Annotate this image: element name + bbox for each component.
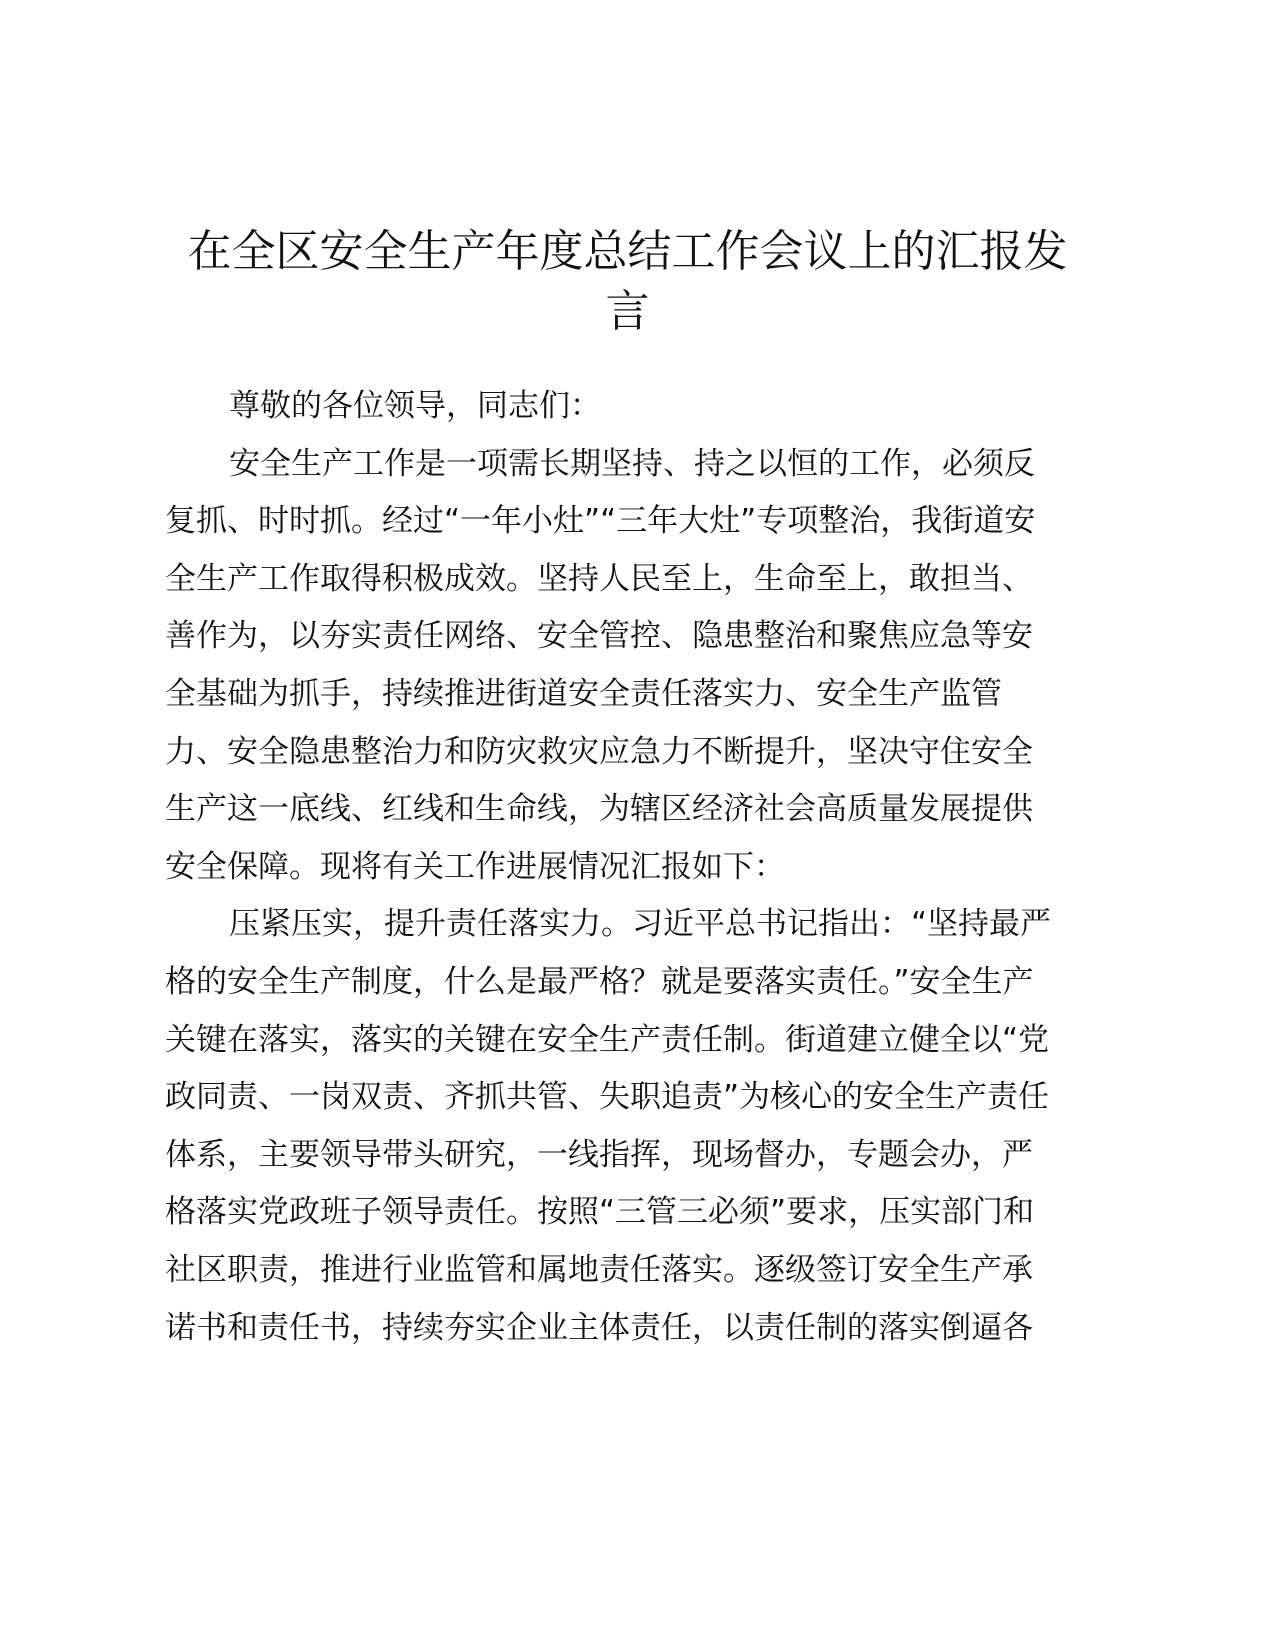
paragraph-line: 体系，主要领导带头研究，一线指挥，现场督办，专题会办，严 — [165, 1136, 1033, 1173]
paragraph-line: 政同责、一岗双责、齐抓共管、失职追责”为核心的安全生产责任 — [165, 1079, 1050, 1116]
intro-paragraph — [165, 436, 1115, 897]
paragraph-line: 善作为，以夯实责任网络、安全管控、隐患整治和聚焦应急等安 — [165, 618, 1033, 655]
title-line: 言 — [605, 286, 650, 337]
salutation-paragraph — [165, 378, 1115, 436]
document-title — [160, 222, 1095, 342]
paragraph-line: 社区职责，推进行业监管和属地责任落实。逐级签订安全生产承 — [165, 1251, 1033, 1288]
paragraph-line: 尊敬的各位领导，同志们： — [229, 388, 601, 424]
paragraph-line: 安全生产工作是一项需长期坚持、持之以恒的工作，必须反 — [229, 445, 1035, 482]
paragraph-line: 复抓、时时抓。经过“一年小灶”“三年大灶”专项整治，我街道安 — [165, 503, 1036, 540]
paragraph-line: 力、安全隐患整治力和防灾救灾应急力不断提升，坚决守住安全 — [165, 733, 1033, 770]
paragraph-line: 全基础为抓手，持续推进街道安全责任落实力、安全生产监管 — [165, 675, 1002, 712]
title-line: 在全区安全生产年度总结工作会议上的汇报发 — [187, 226, 1068, 277]
paragraph-line: 格落实党政班子领导责任。按照“三管三必须”要求，压实部门和 — [165, 1194, 1035, 1231]
paragraph-line: 格的安全生产制度，什么是最严格？就是要落实责任。”安全生产 — [165, 963, 1034, 1000]
paragraph-line: 压紧压实，提升责任落实力。习近平总书记指出：“坚持最严 — [229, 906, 1052, 943]
paragraph-line: 关键在落实，落实的关键在安全生产责任制。街道建立健全以“党 — [165, 1021, 1050, 1058]
paragraph-line: 诺书和责任书，持续夯实企业主体责任，以责任制的落实倒逼各 — [165, 1309, 1033, 1346]
paragraph-line: 生产这一底线、红线和生命线，为辖区经济社会高质量发展提供 — [165, 791, 1033, 828]
document-body — [165, 378, 1115, 1357]
paragraph-line: 全生产工作取得积极成效。坚持人民至上，生命至上，敢担当、 — [165, 560, 1033, 597]
responsibility-paragraph — [165, 896, 1115, 1357]
paragraph-line: 安全保障。现将有关工作进展情况汇报如下： — [165, 848, 785, 885]
